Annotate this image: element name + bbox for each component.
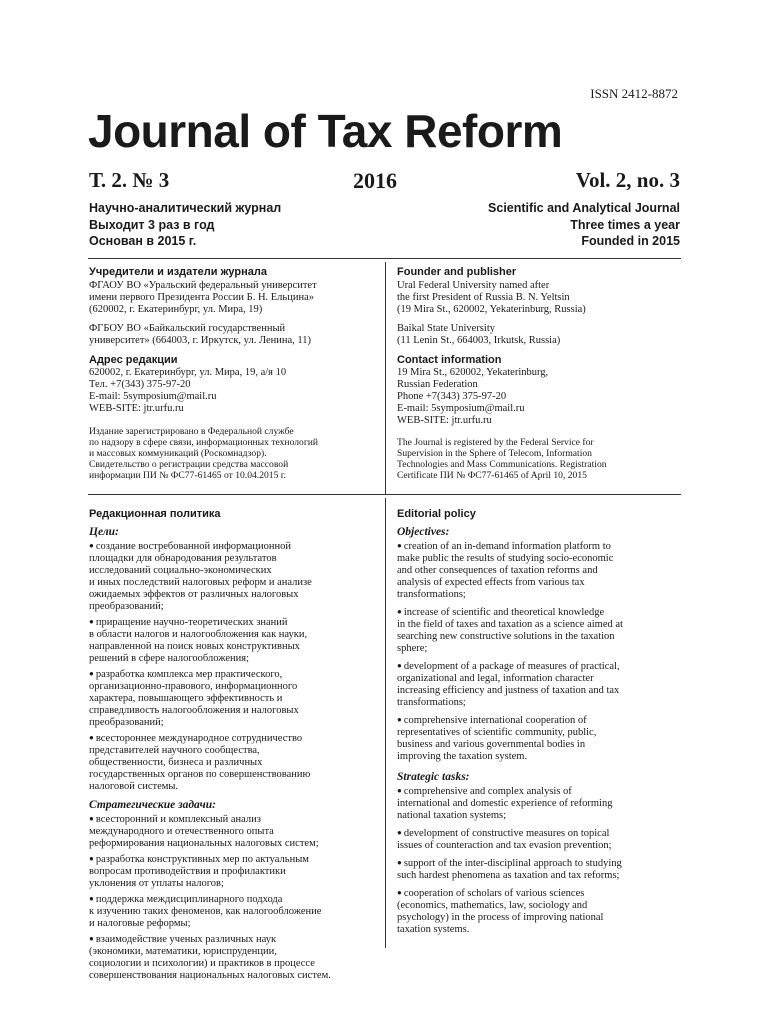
bullet-line: совершенствования национальных налоговых систем. [89,970,331,981]
objectives-title-en: Objectives: [397,526,450,538]
journal-founded-ru: Основан в 2015 г. [89,234,197,248]
bullet-line: improving the taxation system. [397,751,528,762]
bullet-line: организационно-правового, информационного [89,681,298,692]
tasks-title-ru: Стратегические задачи: [89,799,216,811]
bullet-line: ● разработка комплекса мер практического, [89,669,283,680]
contact-phone-en: Phone +7(343) 375-97-20 [397,391,507,402]
bullet-item [89,668,375,729]
bullet-line: make public the results of studying socio-economic [397,553,614,564]
bullet-line: социологии и психологии) и практиков в процессе [89,958,315,969]
contact-website-en: WEB-SITE: jtr.urfu.ru [397,415,492,426]
bullet-line: ● поддержка междисциплинарного подхода [89,894,283,905]
contact-en [397,354,682,427]
founder-line: (11 Lenin St., 664003, Irkutsk, Russia) [397,335,561,346]
founder-line: the first President of Russia B. N. Yeltsin [397,292,570,303]
bullet-item [89,732,375,793]
contact-ru [89,354,375,415]
tasks-title-en: Strategic tasks: [397,771,470,783]
bullet-line: ● всестороннее международное сотрудничество [89,733,303,744]
bullet-item [89,813,375,850]
registration-line: по надзору в сфере связи, информационных технологий [89,437,319,448]
bullet-line: ● development of constructive measures on topical [397,828,610,839]
founder-line: имени первого Президента России Б. Н. Ельцина» [89,292,314,303]
bullet-line: in the field of taxes and taxation as a science aimed at [397,619,623,630]
bullet-line: характера, повышающего эффективность и [89,693,283,704]
bullet-item [89,933,375,982]
bullet-line: преобразований; [89,601,164,612]
bullet-line: international and domestic experience of reforming [397,798,613,809]
objectives-list-en [397,540,682,763]
founders-heading-ru: Учредители и издатели журнала [89,266,267,278]
top-divider [88,258,681,259]
bullet-line: ● increase of scientific and theoretical knowledge [397,607,605,618]
bullet-line: (economics, mathematics, law, sociology and [397,900,588,911]
objectives-list-ru [89,540,375,793]
tasks-list-en [397,785,682,936]
bottom-column-divider [385,498,386,948]
bullet-line: business and various governmental bodies in [397,739,586,750]
bullet-icon: ● [397,786,404,795]
bullet-icon: ● [397,888,404,897]
registration-line: Certificate ПИ № ФС77-61465 of April 10, 2015 [397,470,587,481]
founder-line: (19 Mira St., 620002, Yekaterinburg, Russia) [397,304,586,315]
registration-line: и массовых коммуникаций (Роскомнадзор). [89,448,267,459]
bullet-icon: ● [89,733,96,742]
bullet-line: международного и отечественного опыта [89,826,274,837]
founders-heading-en: Founder and publisher [397,266,517,278]
bullet-item [397,857,682,882]
bullet-line: уклонения от уплаты налогов; [89,878,224,889]
bullet-line: representatives of scientific community, public, [397,727,597,738]
contact-email-ru: E-mail: 5symposium@mail.ru [89,391,217,402]
policy-heading-ru: Редакционная политика [89,508,221,520]
bullet-line: представителей научного сообщества, [89,745,260,756]
middle-divider [88,494,681,495]
bullet-icon: ● [89,934,96,943]
founders-en [397,266,682,347]
tasks-list-ru [89,813,375,982]
bullet-line: and other consequences of taxation reforms and [397,565,598,576]
founder-line: ФГАОУ ВО «Уральский федеральный университет [89,280,317,291]
bullet-line: such hardest phenomena as taxation and tax reforms; [397,870,620,881]
founder-line: (620002, г. Екатеринбург, ул. Мира, 19) [89,304,263,315]
bullet-item [397,540,682,601]
bullet-icon: ● [397,661,404,670]
bullet-icon: ● [89,617,96,626]
bullet-line: issues of counteraction and tax evasion prevention; [397,840,612,851]
bullet-icon: ● [397,858,404,867]
bullet-line: и налоговые реформы; [89,918,191,929]
journal-type-en: Scientific and Analytical Journal [488,201,680,215]
objectives-title-ru: Цели: [89,526,119,538]
bullet-line: transformations; [397,697,466,708]
bullet-line: ● создание востребованной информационной [89,541,291,552]
bullet-line: общественности, бизнеса и различных [89,757,263,768]
bullet-line: psychology) in the process of improving national [397,912,604,923]
bullet-item [89,853,375,890]
top-column-divider [385,262,386,494]
bullet-item [89,540,375,613]
journal-info-ru [89,200,281,250]
policy-heading-en: Editorial policy [397,508,476,520]
bullet-line: направленной на поиск новых конструктивных [89,641,300,652]
bullet-line: ожидаемых эффектов от различных налоговых [89,589,299,600]
bullet-item [89,616,375,665]
bullet-line: преобразований; [89,717,164,728]
editorial-policy-ru [89,508,375,985]
contact-country-en: Russian Federation [397,379,478,390]
bullet-icon: ● [89,894,96,903]
bullet-line: ● support of the inter-disciplinal approach to studying [397,858,622,869]
bullet-line: transformations; [397,589,466,600]
registration-line: The Journal is registered by the Federal Service for [397,437,594,448]
registration-line: Издание зарегистрировано в Федеральной службе [89,426,294,437]
journal-frequency-en: Three times a year [570,217,680,232]
bullet-item [397,785,682,822]
bullet-line: реформирования национальных налоговых систем; [89,838,319,849]
journal-frequency-ru: Выходит 3 раз в год [89,217,215,232]
bullet-icon: ● [89,669,96,678]
registration-ru [89,426,375,481]
registration-line: Supervision in the Sphere of Telecom, Information [397,448,592,459]
bullet-icon: ● [397,541,404,550]
founders-ru [89,266,375,347]
contact-email-en: E-mail: 5symposium@mail.ru [397,403,525,414]
bullet-line: налоговой системы. [89,781,179,792]
contact-address-ru: 620002, г. Екатеринбург, ул. Мира, 19, а/я 10 [89,367,287,378]
bullet-line: ● всесторонний и комплексный анализ [89,814,261,825]
contact-address-en: 19 Mira St., 620002, Yekaterinburg, [397,367,549,378]
bullet-item [397,887,682,936]
bullet-line: площадки для обнародования результатов [89,553,277,564]
bullet-line: ● creation of an in-demand information platform to [397,541,611,552]
journal-type-ru: Научно-аналитический журнал [89,201,282,215]
bullet-line: searching new constructive solutions in the taxation [397,631,615,642]
bullet-line: решений в сфере налогообложения; [89,653,249,664]
founder-line: Baikal State University [397,323,495,334]
bullet-item [89,893,375,930]
bullet-icon: ● [89,541,96,550]
registration-line: Technologies and Mass Communications. Registration [397,459,607,470]
issn-number: ISSN 2412-8872 [590,86,678,101]
editorial-policy-en [397,508,682,941]
contact-phone-ru: Тел. +7(343) 375-97-20 [89,379,191,390]
bullet-line: ● разработка конструктивных мер по актуальным [89,854,309,865]
bullet-line: analysis of expected effects from various tax [397,577,585,588]
registration-line: информации ПИ № ФС77-61465 от 10.04.2015 г. [89,470,287,481]
bullet-item [397,660,682,709]
bullet-icon: ● [89,854,96,863]
contact-heading-ru: Адрес редакции [89,354,178,366]
bullet-line: ● взаимодействие ученых различных наук [89,934,277,945]
registration-line: Свидетельство о регистрации средства массовой [89,459,289,470]
journal-founded-en: Founded in 2015 [581,234,680,248]
bullet-line: государственных органов по совершенствованию [89,769,311,780]
bullet-line: national taxation systems; [397,810,507,821]
registration-en [397,437,682,481]
volume-en: Vol. 2, no. 3 [575,168,680,192]
bullet-line: ● cooperation of scholars of various sciences [397,888,585,899]
volume-ru: Т. 2. № 3 [89,168,170,192]
bullet-icon: ● [397,715,404,724]
issue-year: 2016 [353,168,397,193]
bullet-line: исследований социально-экономических [89,565,272,576]
bullet-line: ● comprehensive and complex analysis of [397,786,572,797]
bullet-line: и иных последствий налоговых реформ и анализе [89,577,312,588]
founder-line: Ural Federal University named after [397,280,550,291]
bullet-line: к изучению таких феноменов, как налогообложение [89,906,322,917]
bullet-line: (экономики, математики, юриспруденции, [89,946,277,957]
bullet-line: справедливость налогообложения и налоговых [89,705,299,716]
bullet-item [397,714,682,763]
bullet-icon: ● [397,607,404,616]
bullet-icon: ● [89,814,96,823]
contact-website-ru: WEB-SITE: jtr.urfu.ru [89,403,184,414]
journal-title: Journal of Tax Reform [88,105,563,157]
bullet-line: ● development of a package of measures of practical, [397,661,620,672]
bullet-line: taxation systems. [397,924,470,935]
bullet-line: ● приращение научно-теоретических знаний [89,617,288,628]
bullet-line: sphere; [397,643,428,654]
bullet-line: increasing efficiency and justness of taxation and tax [397,685,620,696]
bullet-icon: ● [397,828,404,837]
founder-line: университет» (664003, г. Иркутск, ул. Ленина, 11) [89,335,312,346]
bullet-item [397,606,682,655]
bullet-line: organizational and legal, information character [397,673,594,684]
bullet-line: вопросам противодействия и профилактики [89,866,286,877]
bullet-line: ● comprehensive international cooperation of [397,715,587,726]
contact-heading-en: Contact information [397,354,502,366]
bullet-line: в области налогов и налогообложения как науки, [89,629,308,640]
bullet-item [397,827,682,852]
journal-info-en [488,200,680,250]
founder-line: ФГБОУ ВО «Байкальский государственный [89,323,286,334]
